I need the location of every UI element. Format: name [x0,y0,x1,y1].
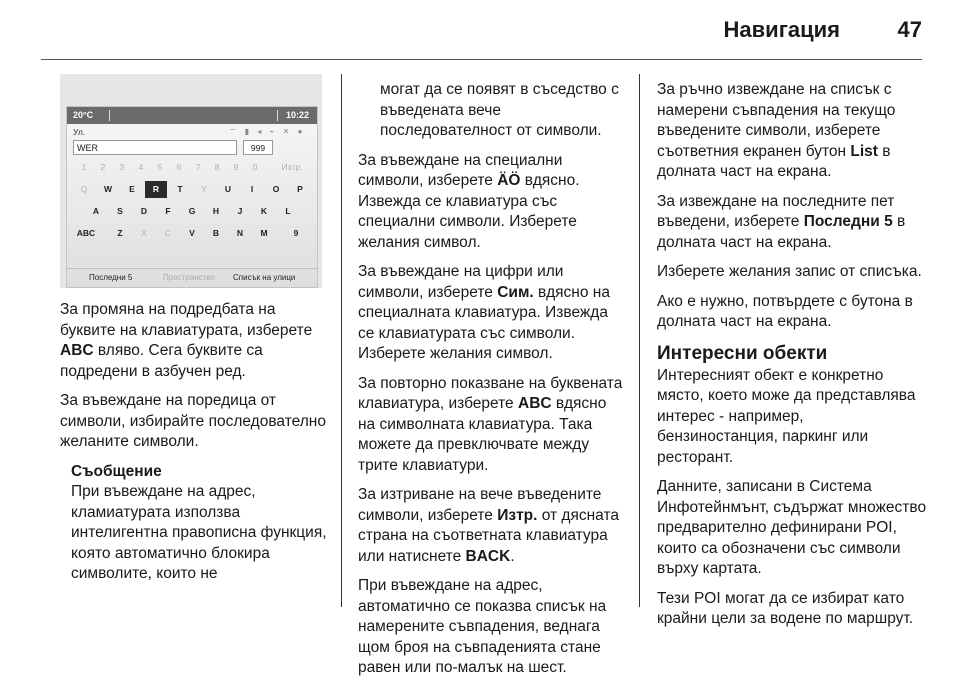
column-2 [358,80,626,688]
abc-keyword: ABC [60,342,94,359]
key-letter: X [141,228,147,238]
column-1 [60,300,332,585]
key-letter: U [224,184,232,194]
key-letter: N [236,228,244,238]
key-letter: D [140,206,148,216]
paragraph [60,300,332,382]
special-chars-keyword: ÄÖ [497,172,521,189]
key-letter: C [164,228,172,238]
paragraph: Ако е нужно, потвърдете с бутона в долната част на екрана. [657,292,913,330]
header-divider [41,59,922,60]
text: За промяна на подредбата на буквите на клавиатурата, изберете [60,301,313,339]
paragraph: Интересният обект е конкретно място, което може да представлява интерес - например, бензиностанция, паркинг или ресторант. [657,366,916,466]
digit-row [71,159,313,177]
key-digit: 7 [195,162,201,172]
key-letter: V [189,228,195,238]
note-title: Съобщение [71,462,162,480]
key-letter: G [188,206,196,216]
key-digit: 2 [100,162,106,172]
keyboard-screen-illustration [60,74,322,288]
text: вдясно на специалната клавиатура. Извежда се клавиатурата със символи. Изберете желания символ. [358,283,610,362]
column-3 [657,80,927,639]
key-digit: 3 [119,162,125,172]
key-digit: 8 [214,162,220,172]
text: вляво. Сега буквите са подредени в азбучен ред. [60,342,263,380]
text: вдясно. Извежда се клавиатура със специални символи. Изберете желания символ. [358,172,580,251]
key-digit: 0 [252,162,258,172]
text: За въвеждане на цифри или символи, изберете [358,263,564,301]
paragraph [358,485,626,567]
text: За извеждане на последните пет въведени, изберете [657,192,895,230]
key-letter: K [260,206,268,216]
key-letter: T [177,184,183,194]
street-list-button: Списък на улици [233,273,296,282]
space-button: Пространство [163,273,215,282]
street-label: Ул. [73,127,86,137]
text: от дясната страна на съответната клавиатура или натиснете [358,506,620,565]
key-letter: S [117,206,123,216]
abc-keyword: ABC [518,395,552,412]
text: в долната част на екрана. [657,213,906,251]
key-digit: 6 [176,162,182,172]
status-icons: ⌔ ▮ ◂ ⌁ ✕ ● [229,127,306,136]
key-digit: 9 [233,162,239,172]
infotainment-display [66,106,318,288]
key-letter: O [272,184,280,194]
key-letter: B [212,228,220,238]
key-abc-mode: ABC [76,228,96,238]
key-letter: M [260,228,268,238]
key-letter: Z [117,228,123,238]
section-heading: Интересни обекти [657,342,828,364]
recent-5-button: Последни 5 [89,273,133,282]
paragraph [358,151,626,254]
paragraph: Тези POI могат да се избират като крайни цели за водене по маршрут. [657,589,914,627]
key-digit: 5 [157,162,163,172]
delete-keyword: Изтр. [497,506,538,524]
paragraph: Изберете желания запис от списъка. [657,263,922,280]
text: За повторно показване на буквената клавиатура, изберете [358,374,623,412]
page-number: 47 [897,17,922,42]
note-body: При въвеждане на адрес, кламиатурата използва интелигентна правописна функция, която автоматично блокира символите, които не [71,483,327,582]
key-letter: Y [201,184,207,194]
letter-row-2 [71,203,313,221]
key-letter-selected: R [145,181,167,198]
key-symbol: 9 [293,228,299,238]
key-letter: E [129,184,135,194]
paragraph: могат да се появят в съседство с въведената вече последователност от символи. [380,81,619,139]
column-divider-1 [341,74,342,607]
paragraph [657,192,927,254]
key-letter: W [103,184,113,194]
key-letter: A [92,206,100,216]
letter-row-3 [71,225,313,243]
paragraph [358,262,626,365]
text: в долната част на екрана. [657,142,891,180]
key-letter: Q [80,184,88,194]
list-keyword: List [850,142,878,160]
column-divider-2 [639,74,640,607]
clock-readout: 10:22 [285,110,309,120]
back-keyword: BACK [465,547,511,565]
running-header-title: Навигация [723,17,840,42]
paragraph: При въвеждане на адрес, автоматично се показва списък на намерените съвпадения, веднага щом броя на съвпаденията стане равен или по-малък на шест. [358,577,607,676]
status-separator [109,110,110,121]
text: вдясно на символната клавиатура. Така можете да превключвате между трите клавиатури. [358,395,607,474]
letter-row-1 [71,181,313,199]
text: За ръчно извеждане на списък с намерени съвпадения на текущо въведените символи, изберете съответния екранен бутон [657,81,896,160]
match-count: 999 [243,140,273,155]
key-digit: 4 [138,162,144,172]
address-input: WER [73,140,237,155]
note-box [71,462,332,585]
key-letter: I [250,184,254,194]
status-separator [277,110,278,121]
key-delete: Изтр. [281,162,303,172]
temperature-readout: 20°C [73,110,94,120]
paragraph [657,80,927,183]
text: За въвеждане на специални символи, изберете [358,151,563,189]
paragraph [358,374,626,477]
text: За изтриване на вече въведените символи, изберете [358,486,602,524]
text: . [510,547,515,565]
symbols-keyword: Сим. [497,283,534,301]
screen-bottom-bar [67,268,317,287]
paragraph: Данните, записани в Система Инфотейнмънт, съдържат множество предварително дефинирани POI, които са обозначени със символи върху картата. [657,478,927,577]
key-letter: L [285,206,291,216]
recent-5-keyword: Последни 5 [803,213,893,230]
key-letter: F [165,206,171,216]
key-letter: J [237,206,243,216]
key-digit: 1 [81,162,87,172]
status-bar [67,107,317,124]
key-letter: H [212,206,220,216]
key-letter: P [297,184,303,194]
paragraph: За въвеждане на поредица от символи, избирайте последователно желаните символи. [60,392,326,450]
